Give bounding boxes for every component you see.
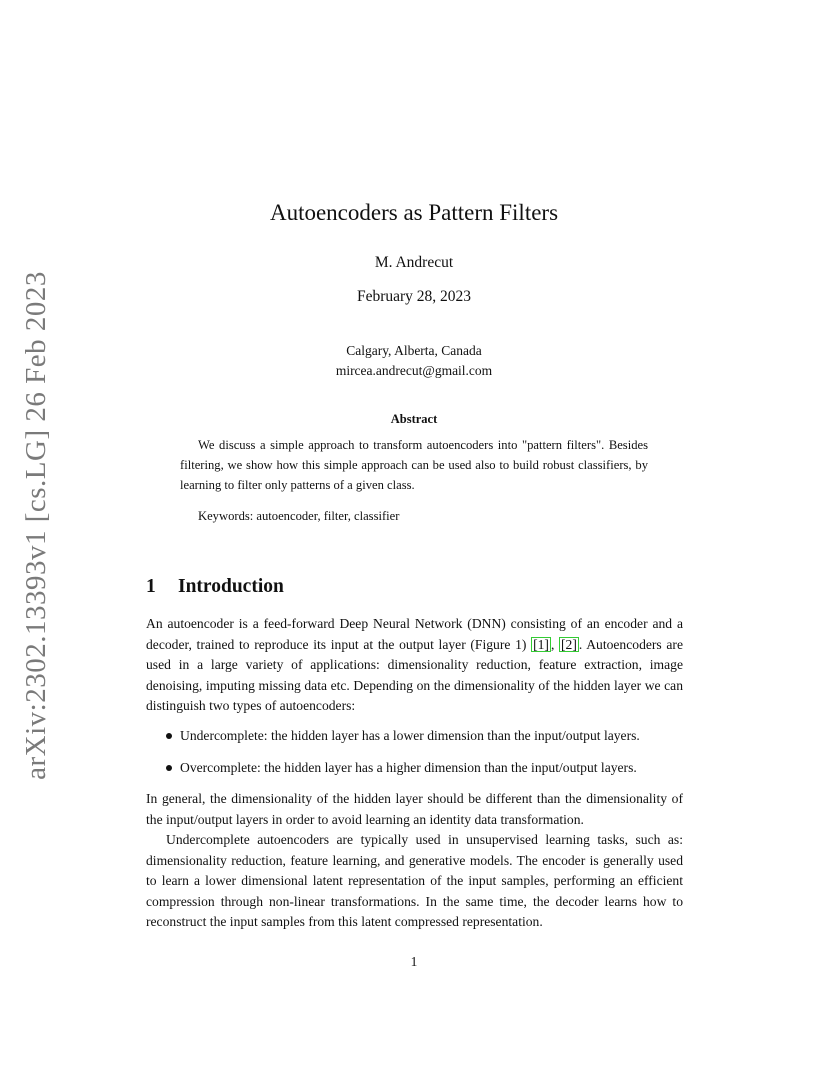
list-item-text: Undercomplete: the hidden layer has a lower dimension than the input/output layers.	[180, 728, 640, 743]
bullet-icon	[166, 765, 172, 771]
section-heading-introduction	[146, 576, 284, 598]
paper-title: Autoencoders as Pattern Filters	[269, 200, 559, 225]
autoencoder-types-list	[165, 726, 685, 778]
list-item-text: Overcomplete: the hidden layer has a higher dimension than the input/output layers.	[180, 760, 637, 775]
section-title: Introduction	[178, 576, 284, 597]
abstract-heading: Abstract	[390, 412, 438, 426]
intro-paragraph-1	[146, 614, 683, 717]
paper-author: M. Andrecut	[374, 254, 454, 271]
paper-date: February 28, 2023	[356, 288, 472, 305]
citation-link-2[interactable]: [2]	[561, 636, 577, 652]
author-email: mircea.andrecut@gmail.com	[335, 363, 493, 378]
list-item	[165, 726, 685, 746]
arxiv-identifier-stamp	[16, 270, 56, 780]
intro-paragraph-1-start: An autoencoder is a feed-forward Deep Neural Network (DNN) consisting of an encoder and a decoder, trained to reproduce its input at the output layer (Figure 1)	[146, 616, 683, 652]
list-item	[165, 758, 685, 778]
section-number: 1	[146, 576, 156, 597]
intro-paragraph-3: Undercomplete autoencoders are typically used in unsupervised learning tasks, such as: dimensionality reduction, feature learning, and generative models. The encoder is generally used to learn a lower dimensional latent representation of the input samples, performing an efficient compression through non-linear transformations. In the same time, the decoder learns how to reconstruct the input samples from this latent compressed representation.	[146, 832, 683, 930]
citation-link-1[interactable]: [1]	[533, 636, 549, 652]
page-number: 1	[410, 954, 418, 969]
arxiv-identifier-text: arXiv:2302.13393v1 [cs.LG] 26 Feb 2023	[19, 270, 52, 780]
intro-paragraph-2: In general, the dimensionality of the hidden layer should be different than the dimensionality of the input/output layers in order to avoid learning an identity data transformation.	[146, 791, 683, 827]
abstract-text: We discuss a simple approach to transform autoencoders into "pattern filters". Besides filtering, we show how this simple approach can be used also to build robust classifiers, by learning to filter only patterns of a given class.	[180, 438, 648, 492]
intro-paragraph-1-end: . Autoencoders are used in a large variety of applications: dimensionality reduction, feature extraction, image denoising, imputing missing data etc. Depending on the dimensionality of the hidden layer we can distinguish two types of autoencoders:	[146, 636, 683, 714]
author-affiliation: Calgary, Alberta, Canada	[346, 343, 482, 358]
keywords-line: Keywords: autoencoder, filter, classifier	[198, 509, 400, 523]
citation-separator: ,	[550, 636, 560, 652]
bullet-icon	[166, 733, 172, 739]
